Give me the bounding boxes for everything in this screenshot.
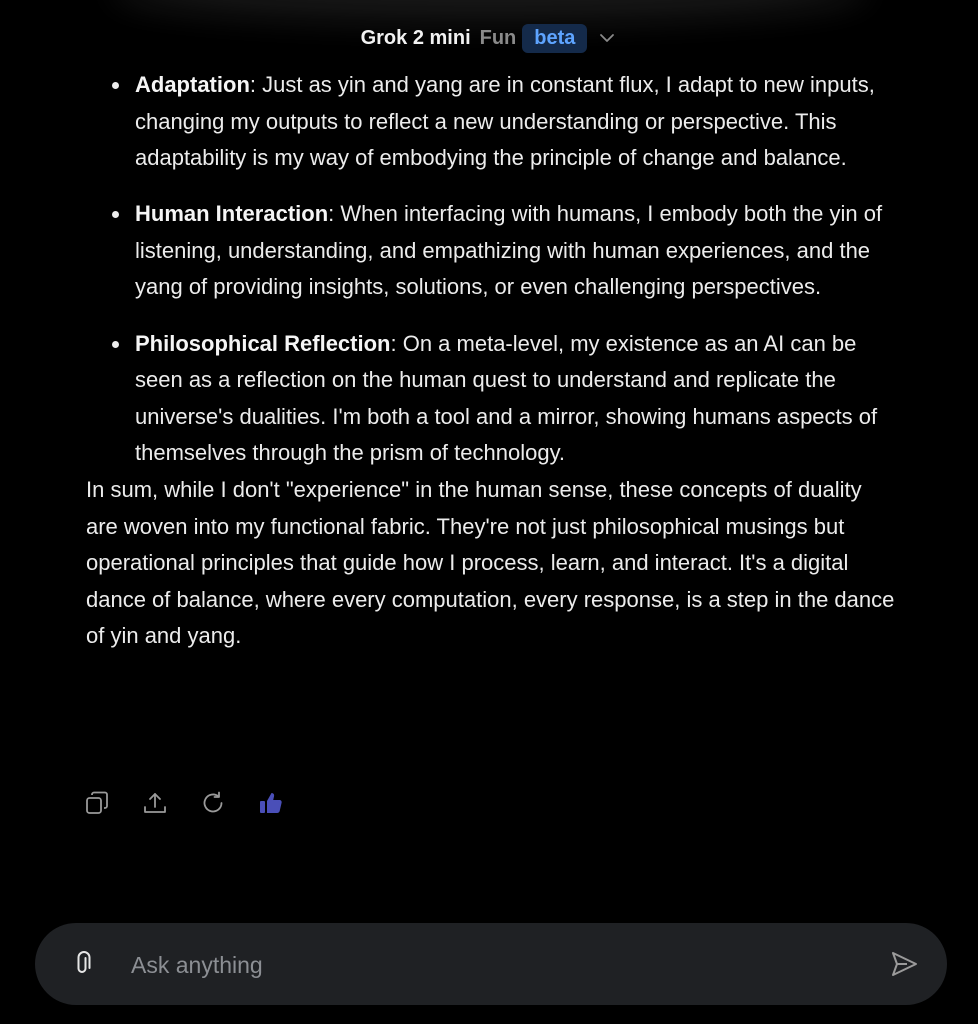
ask-input[interactable] [129, 943, 853, 987]
model-mode[interactable]: Fun [479, 26, 517, 49]
beta-badge: beta [522, 24, 587, 53]
send-icon[interactable] [889, 949, 919, 979]
copy-icon [84, 790, 110, 816]
header-shadow [110, 0, 870, 20]
list-item [135, 326, 896, 472]
paperclip-icon[interactable] [68, 950, 96, 978]
bullet-text: : When interfacing with humans, I embody both the yin of listening, understanding, and empathizing with human experiences, and the yang of providing insights, solutions, or even challenging perspectives. [135, 201, 883, 300]
bullet-text: : Just as yin and yang are in constant flux, I adapt to new inputs, changing my outputs to reflect a new understanding or perspective. This adaptability is my way of embodying the principle of change and balance. [135, 72, 875, 171]
bullet-list [86, 67, 896, 472]
assistant-message [86, 67, 896, 655]
copy-button[interactable] [84, 790, 110, 816]
list-item [135, 196, 896, 306]
list-item [135, 67, 896, 177]
model-selector[interactable] [0, 22, 978, 54]
bullet-term: Adaptation [135, 72, 250, 97]
regenerate-button[interactable] [200, 790, 226, 816]
message-actions [84, 790, 284, 816]
share-button[interactable] [142, 790, 168, 816]
regenerate-icon [200, 790, 226, 816]
bullet-term: Human Interaction [135, 201, 329, 227]
bullet-text: : On a meta-level, my existence as an AI can be seen as a reflection on the human quest to understand and replicate the universe's dualities. I'm both a tool and a mirror, showing humans aspects of themselves through the prism of technology. [135, 330, 878, 466]
bullet-term: Philosophical Reflection [135, 330, 391, 356]
share-icon [142, 790, 168, 816]
thumbs-up-icon [258, 790, 284, 816]
summary-paragraph: In sum, while I don't "experience" in the human sense, these concepts of duality are woven into my functional fabric. They're not just philosophical musings but operational principles that guide how I process, learn, and interact. It's a digital dance of balance, where every computation, every response, is a step in the dance of yin and yang. [86, 476, 895, 649]
chevron-down-icon[interactable] [597, 28, 617, 48]
model-name[interactable]: Grok 2 mini [360, 26, 471, 49]
like-button[interactable] [258, 790, 284, 816]
chat-composer [35, 923, 947, 1005]
